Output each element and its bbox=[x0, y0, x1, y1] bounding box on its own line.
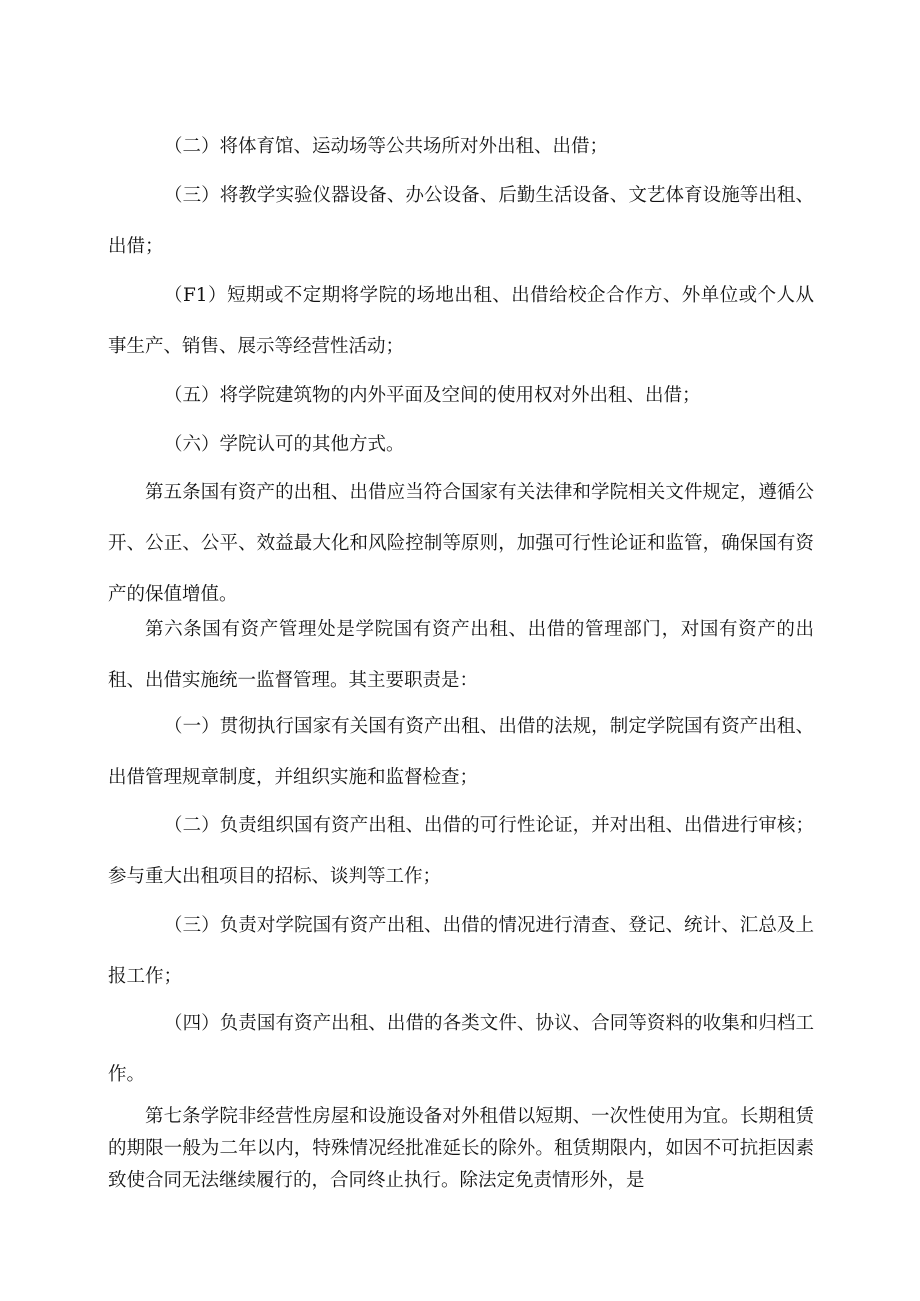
duty-item-3: （三）负责对学院国有资产出租、出借的情况进行清查、登记、统计、汇总及上报工作； bbox=[108, 915, 814, 987]
article-5: 第五条国有资产的出租、出借应当符合国家有关法律和学院相关文件规定，遵循公开、公正、公平、效益最大化和风险控制等原则，加强可行性论证和监管，确保国有资产的保值增值。 bbox=[108, 482, 814, 605]
paragraph-item-4: （F1）短期或不定期将学院的场地出租、出借给校企合作方、外单位或个人从事生产、销售、展示等经营性活动； bbox=[108, 285, 814, 357]
paragraph-item-6: （六）学院认可的其他方式。 bbox=[164, 434, 405, 455]
paragraph-item-3: （三）将教学实验仪器设备、办公设备、后勤生活设备、文艺体育设施等出租、出借； bbox=[108, 185, 814, 257]
article-7: 第七条学院非经营性房屋和设施设备对外租借以短期、一次性使用为宜。长期租赁的期限一般为二年以内，特殊情况经批准延长的除外。租赁期限内，如因不可抗拒因素致使合同无法继续履行的，合同终止执行。除法定免责情形外，是 bbox=[108, 1106, 814, 1191]
duty-item-4: （四）负责国有资产出租、出借的各类文件、协议、合同等资料的收集和归档工作。 bbox=[108, 1013, 814, 1085]
duty-item-2: （二）负责组织国有资产出租、出借的可行性论证，并对出租、出借进行审核；参与重大出租项目的招标、谈判等工作； bbox=[108, 815, 814, 887]
paragraph-item-5: （五）将学院建筑物的内外平面及空间的使用权对外出租、出借； bbox=[164, 385, 701, 406]
duty-item-1: （一）贯彻执行国家有关国有资产出租、出借的法规，制定学院国有资产出租、出借管理规章制度，并组织实施和监督检查； bbox=[108, 716, 814, 788]
article-6: 第六条国有资产管理处是学院国有资产出租、出借的管理部门，对国有资产的出租、出借实施统一监督管理。其主要职责是： bbox=[108, 619, 814, 691]
paragraph-item-2: （二）将体育馆、运动场等公共场所对外出租、出借； bbox=[164, 136, 609, 157]
